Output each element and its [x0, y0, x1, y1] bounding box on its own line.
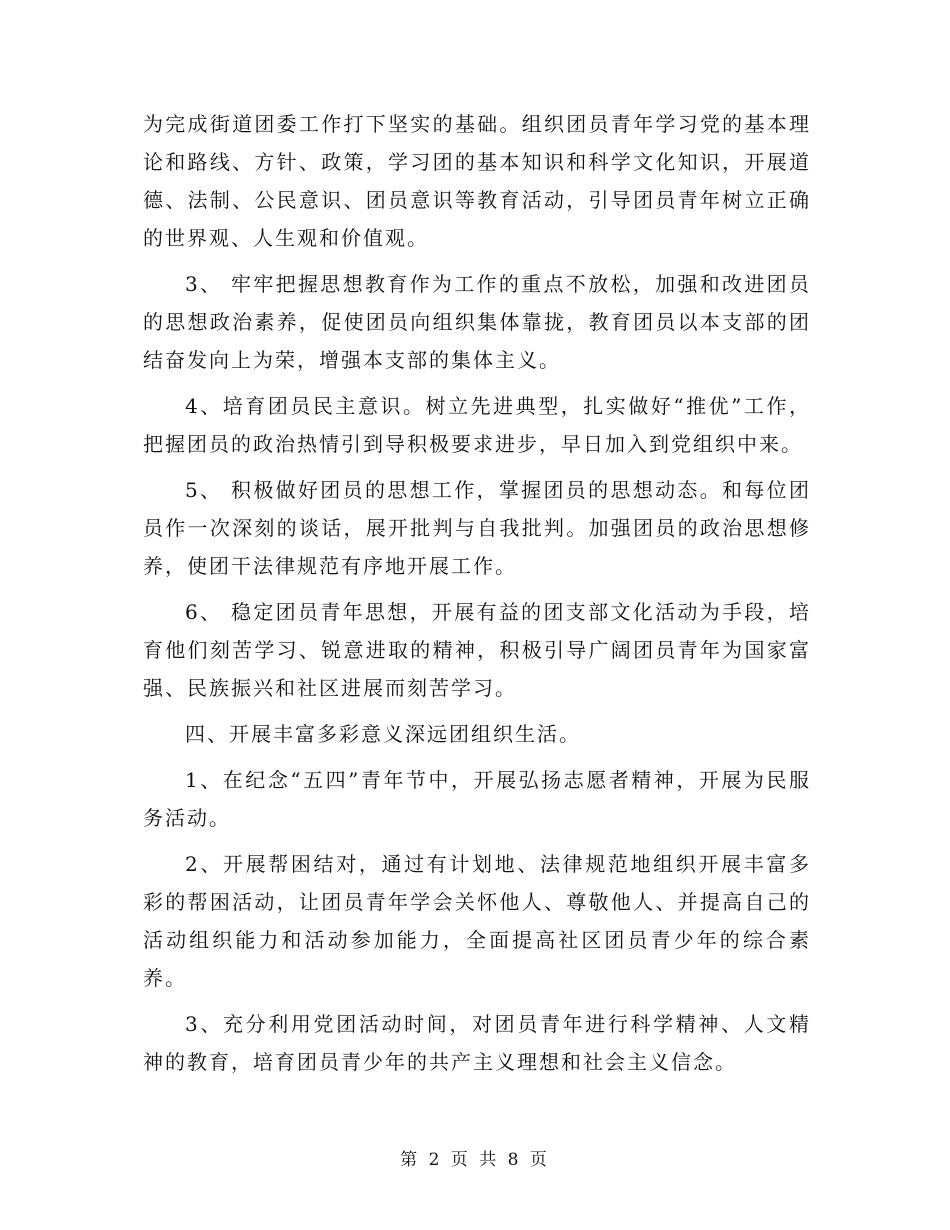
paragraph-continuation: 为完成街道团委工作打下坚实的基础。组织团员青年学习党的基本理论和路线、方针、政策，学习团的基本知识和科学文化知识，开展道德、法制、公民意识、团员意识等教育活动，引导团员青年树立正确的世界观、人生观和价值观。 — [143, 112, 811, 250]
paragraph-item-6: 6、 稳定团员青年思想，开展有益的团支部文化活动为手段，培育他们刻苦学习、锐意进取的精神，积极引导广阔团员青年为国家富强、民族振兴和社区进展而刻苦学习。 — [143, 600, 811, 700]
paragraph-item-3: 3、 牢牢把握思想教育作为工作的重点不放松，加强和改进团员的思想政治素养，促使团员向组织集体靠拢，教育团员以本支部的团结奋发向上为荣，增强本支部的集体主义。 — [143, 272, 811, 372]
page-number-footer: 第 2 页 共 8 页 — [400, 1150, 550, 1170]
paragraph-item-5: 5、 积极做好团员的思想工作，掌握团员的思想动态。和每位团员作一次深刻的谈话，展开批判与自我批判。加强团员的政治思想修养，使团干法律规范有序地开展工作。 — [143, 478, 811, 578]
paragraph-sub-item-3: 3、充分利用党团活动时间，对团员青年进行科学精神、人文精神的教育，培育团员青少年的共产主义理想和社会主义信念。 — [143, 1012, 811, 1074]
section-heading-4: 四、开展丰富多彩意义深远团组织生活。 — [185, 722, 581, 746]
paragraph-sub-item-2: 2、开展帮困结对，通过有计划地、法律规范地组织开展丰富多彩的帮困活动，让团员青年学会关怀他人、尊敬他人、并提高自己的活动组织能力和活动参加能力，全面提高社区团员青少年的综合素养。 — [143, 852, 811, 990]
paragraph-item-4: 4、培育团员民主意识。树立先进典型，扎实做好“推优”工作，把握团员的政治热情引到导积极要求进步，早日加入到党组织中来。 — [143, 394, 811, 456]
paragraph-sub-item-1: 1、在纪念“五四”青年节中，开展弘扬志愿者精神，开展为民服务活动。 — [143, 768, 811, 830]
document-body — [143, 105, 811, 1089]
